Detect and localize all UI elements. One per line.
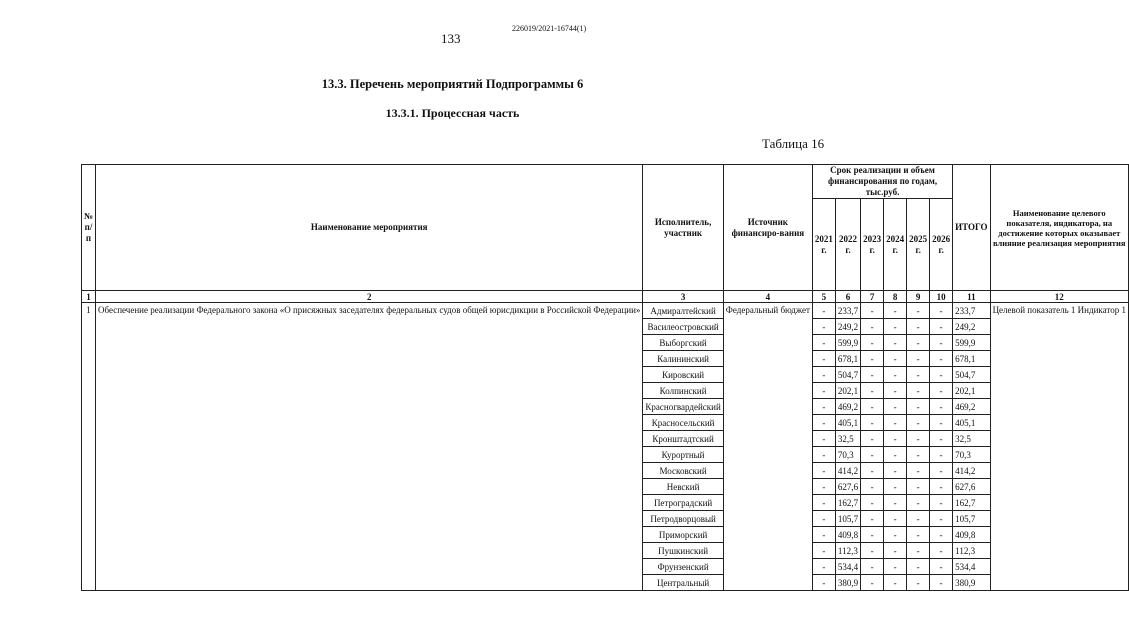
year-value-cell: 409,8 <box>835 527 860 543</box>
column-number: 8 <box>884 291 907 303</box>
year-value-cell: 162,7 <box>835 495 860 511</box>
year-value-cell: - <box>884 463 907 479</box>
column-number: 6 <box>835 291 860 303</box>
year-value-cell: - <box>884 431 907 447</box>
total-cell: 627,6 <box>953 479 990 495</box>
header-year: 2024 г. <box>884 199 907 291</box>
year-value-cell: - <box>907 319 930 335</box>
district-cell: Выборгский <box>643 335 723 351</box>
year-value-cell: - <box>861 431 884 447</box>
year-value-cell: - <box>861 335 884 351</box>
total-cell: 678,1 <box>953 351 990 367</box>
header-year: 2023 г. <box>861 199 884 291</box>
year-value-cell: - <box>861 495 884 511</box>
year-value-cell: - <box>930 479 953 495</box>
year-value-cell: - <box>930 415 953 431</box>
page-number: 133 <box>441 31 461 46</box>
year-value-cell: 233,7 <box>835 303 860 319</box>
total-cell: 469,2 <box>953 399 990 415</box>
year-value-cell: - <box>861 479 884 495</box>
year-value-cell: - <box>930 559 953 575</box>
document-id: 226019/2021-16744(1) <box>512 24 587 33</box>
year-value-cell: 599,9 <box>835 335 860 351</box>
year-value-cell: - <box>812 383 835 399</box>
year-value-cell: - <box>930 431 953 447</box>
year-value-cell: - <box>861 351 884 367</box>
district-cell: Московский <box>643 463 723 479</box>
year-value-cell: - <box>930 543 953 559</box>
header-source: Источник финансиро-вания <box>723 165 812 291</box>
item-name: Обеспечение реализации Федерального закона «О присяжных заседателях федеральных судов общей юрисдикции в Российской Федерации» <box>96 303 643 591</box>
year-value-cell: - <box>812 303 835 319</box>
total-cell: 32,5 <box>953 431 990 447</box>
year-value-cell: - <box>907 303 930 319</box>
total-cell: 112,3 <box>953 543 990 559</box>
year-value-cell: - <box>812 527 835 543</box>
column-number: 4 <box>723 291 812 303</box>
year-value-cell: - <box>930 399 953 415</box>
year-value-cell: - <box>907 495 930 511</box>
district-cell: Колпинский <box>643 383 723 399</box>
header-year: 2025 г. <box>907 199 930 291</box>
column-number: 9 <box>907 291 930 303</box>
district-cell: Фрунзенский <box>643 559 723 575</box>
total-cell: 162,7 <box>953 495 990 511</box>
header-total: ИТОГО <box>953 165 990 291</box>
year-value-cell: - <box>812 399 835 415</box>
year-value-cell: - <box>930 495 953 511</box>
year-value-cell: - <box>884 383 907 399</box>
measures-table <box>81 164 1129 591</box>
total-cell: 414,2 <box>953 463 990 479</box>
year-value-cell: - <box>812 447 835 463</box>
year-value-cell: - <box>861 575 884 591</box>
column-number: 3 <box>643 291 723 303</box>
year-value-cell: - <box>907 479 930 495</box>
district-cell: Кронштадтский <box>643 431 723 447</box>
target-indicator: Целевой показатель 1 Индикатор 1 <box>990 303 1128 591</box>
year-value-cell: - <box>884 415 907 431</box>
year-value-cell: - <box>930 575 953 591</box>
district-cell: Петродворцовый <box>643 511 723 527</box>
year-value-cell: - <box>861 383 884 399</box>
column-number: 10 <box>930 291 953 303</box>
total-cell: 599,9 <box>953 335 990 351</box>
header-period: Срок реализации и объем финансирования по годам, тыс.руб. <box>812 165 952 199</box>
header-num: № п/п <box>82 165 96 291</box>
table-body <box>82 303 1129 591</box>
year-value-cell: - <box>907 543 930 559</box>
district-cell: Невский <box>643 479 723 495</box>
year-value-cell: 380,9 <box>835 575 860 591</box>
year-value-cell: - <box>907 463 930 479</box>
year-value-cell: - <box>884 495 907 511</box>
district-cell: Курортный <box>643 447 723 463</box>
year-value-cell: - <box>884 351 907 367</box>
year-value-cell: - <box>907 399 930 415</box>
year-value-cell: - <box>930 463 953 479</box>
year-value-cell: 414,2 <box>835 463 860 479</box>
year-value-cell: - <box>812 543 835 559</box>
year-value-cell: 112,3 <box>835 543 860 559</box>
year-value-cell: 405,1 <box>835 415 860 431</box>
year-value-cell: - <box>930 303 953 319</box>
header-executor: Исполнитель, участник <box>643 165 723 291</box>
section-subtitle: 13.3.1. Процессная часть <box>385 106 520 120</box>
year-value-cell: - <box>861 367 884 383</box>
year-value-cell: - <box>812 335 835 351</box>
year-value-cell: - <box>907 431 930 447</box>
year-value-cell: - <box>812 575 835 591</box>
year-value-cell: - <box>930 383 953 399</box>
year-value-cell: - <box>812 431 835 447</box>
header-year: 2021 г. <box>812 199 835 291</box>
year-value-cell: - <box>930 319 953 335</box>
year-value-cell: 504,7 <box>835 367 860 383</box>
year-value-cell: - <box>884 367 907 383</box>
year-value-cell: - <box>812 415 835 431</box>
year-value-cell: - <box>861 303 884 319</box>
column-number: 12 <box>990 291 1128 303</box>
year-value-cell: - <box>861 319 884 335</box>
year-value-cell: 105,7 <box>835 511 860 527</box>
district-cell: Василеостровский <box>643 319 723 335</box>
total-cell: 70,3 <box>953 447 990 463</box>
year-value-cell: - <box>930 335 953 351</box>
column-number: 1 <box>82 291 96 303</box>
year-value-cell: - <box>884 479 907 495</box>
year-value-cell: - <box>812 367 835 383</box>
year-value-cell: - <box>907 367 930 383</box>
year-value-cell: - <box>812 319 835 335</box>
funding-source: Федеральный бюджет <box>723 303 812 591</box>
district-cell: Красносельский <box>643 415 723 431</box>
district-cell: Пушкинский <box>643 543 723 559</box>
header-name: Наименование мероприятия <box>96 165 643 291</box>
section-title: 13.3. Перечень мероприятий Подпрограммы 6 <box>321 77 584 91</box>
year-value-cell: - <box>861 511 884 527</box>
district-cell: Калининский <box>643 351 723 367</box>
year-value-cell: - <box>907 351 930 367</box>
district-cell: Приморский <box>643 527 723 543</box>
header-indicator: Наименование целевого показателя, индикатора, на достижение которых оказывает влияние реализация мероприятия <box>990 165 1128 291</box>
year-value-cell: 32,5 <box>835 431 860 447</box>
year-value-cell: - <box>812 559 835 575</box>
year-value-cell: - <box>812 479 835 495</box>
total-cell: 233,7 <box>953 303 990 319</box>
year-value-cell: 534,4 <box>835 559 860 575</box>
total-cell: 409,8 <box>953 527 990 543</box>
column-number: 7 <box>861 291 884 303</box>
year-value-cell: - <box>884 543 907 559</box>
year-value-cell: - <box>907 447 930 463</box>
total-cell: 534,4 <box>953 559 990 575</box>
total-cell: 504,7 <box>953 367 990 383</box>
year-value-cell: - <box>930 367 953 383</box>
year-value-cell: - <box>861 415 884 431</box>
year-value-cell: - <box>861 559 884 575</box>
year-value-cell: - <box>884 511 907 527</box>
district-cell: Красногвардейский <box>643 399 723 415</box>
year-value-cell: - <box>884 527 907 543</box>
year-value-cell: - <box>907 575 930 591</box>
column-number: 11 <box>953 291 990 303</box>
total-cell: 405,1 <box>953 415 990 431</box>
year-value-cell: - <box>884 559 907 575</box>
year-value-cell: - <box>907 383 930 399</box>
total-cell: 380,9 <box>953 575 990 591</box>
item-number: 1 <box>82 303 96 591</box>
total-cell: 202,1 <box>953 383 990 399</box>
year-value-cell: 202,1 <box>835 383 860 399</box>
header-year: 2026 г. <box>930 199 953 291</box>
year-value-cell: 70,3 <box>835 447 860 463</box>
table-row <box>82 303 1129 319</box>
table-label: Таблица 16 <box>762 136 825 151</box>
total-cell: 105,7 <box>953 511 990 527</box>
year-value-cell: - <box>861 543 884 559</box>
column-number: 2 <box>96 291 643 303</box>
total-cell: 249,2 <box>953 319 990 335</box>
year-value-cell: - <box>812 495 835 511</box>
year-value-cell: - <box>907 335 930 351</box>
year-value-cell: - <box>930 351 953 367</box>
header-year: 2022 г. <box>835 199 860 291</box>
district-cell: Центральный <box>643 575 723 591</box>
year-value-cell: - <box>907 527 930 543</box>
year-value-cell: - <box>907 415 930 431</box>
year-value-cell: - <box>812 511 835 527</box>
district-cell: Адмиралтейский <box>643 303 723 319</box>
year-value-cell: - <box>861 463 884 479</box>
year-value-cell: 678,1 <box>835 351 860 367</box>
year-value-cell: - <box>930 447 953 463</box>
year-value-cell: - <box>861 527 884 543</box>
year-value-cell: - <box>907 559 930 575</box>
year-value-cell: 249,2 <box>835 319 860 335</box>
year-value-cell: 627,6 <box>835 479 860 495</box>
column-number: 5 <box>812 291 835 303</box>
district-cell: Петроградский <box>643 495 723 511</box>
year-value-cell: - <box>884 575 907 591</box>
year-value-cell: - <box>884 303 907 319</box>
year-value-cell: - <box>884 319 907 335</box>
year-value-cell: - <box>861 399 884 415</box>
year-value-cell: - <box>930 511 953 527</box>
year-value-cell: - <box>861 447 884 463</box>
year-value-cell: 469,2 <box>835 399 860 415</box>
year-value-cell: - <box>930 527 953 543</box>
year-value-cell: - <box>884 447 907 463</box>
year-value-cell: - <box>812 463 835 479</box>
year-value-cell: - <box>884 335 907 351</box>
year-value-cell: - <box>884 399 907 415</box>
year-value-cell: - <box>907 511 930 527</box>
district-cell: Кировский <box>643 367 723 383</box>
year-value-cell: - <box>812 351 835 367</box>
